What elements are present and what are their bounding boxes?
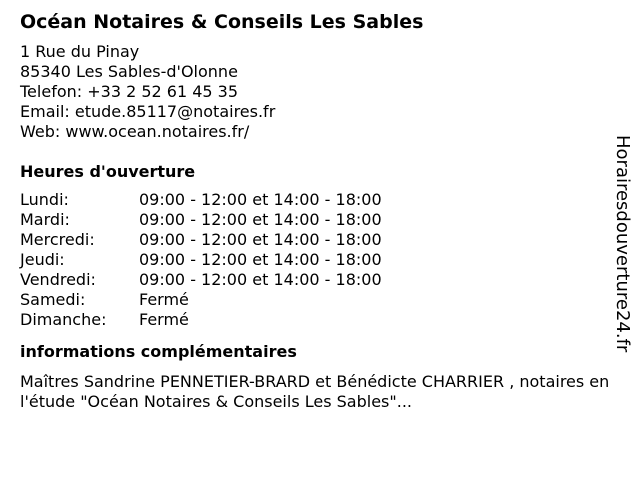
day-label: Dimanche: <box>20 310 107 329</box>
day-label: Samedi: <box>20 290 86 309</box>
business-card <box>20 11 620 412</box>
hours-value: 09:00 - 12:00 et 14:00 - 18:00 <box>139 210 382 229</box>
day-label: Mardi: <box>20 210 70 229</box>
business-name: Océan Notaires & Conseils Les Sables <box>20 11 424 33</box>
address-street: 1 Rue du Pinay <box>20 42 140 61</box>
hours-value: 09:00 - 12:00 et 14:00 - 18:00 <box>139 190 382 209</box>
hours-row-tuesday <box>20 210 620 230</box>
hours-value: Fermé <box>139 290 189 309</box>
hours-row-saturday <box>20 290 620 310</box>
email-address[interactable]: Email: etude.85117@notaires.fr <box>20 102 276 121</box>
opening-hours-heading: Heures d'ouverture <box>20 162 196 181</box>
hours-row-thursday <box>20 250 620 270</box>
hours-row-monday <box>20 190 620 210</box>
website-link[interactable]: Web: www.ocean.notaires.fr/ <box>20 122 250 141</box>
address-city: 85340 Les Sables-d'Olonne <box>20 62 238 81</box>
day-label: Jeudi: <box>20 250 65 269</box>
phone-number[interactable]: Telefon: +33 2 52 61 45 35 <box>20 82 239 101</box>
opening-hours-table <box>20 190 620 330</box>
hours-value: 09:00 - 12:00 et 14:00 - 18:00 <box>139 270 382 289</box>
hours-row-friday <box>20 270 620 290</box>
additional-info-text: Maîtres Sandrine PENNETIER-BRARD et Bénédicte CHARRIER , notaires en l'étude "Océan Notaires & Conseils Les Sables"... <box>20 372 610 411</box>
hours-row-sunday <box>20 310 620 330</box>
hours-value: 09:00 - 12:00 et 14:00 - 18:00 <box>139 230 382 249</box>
day-label: Vendredi: <box>20 270 96 289</box>
hours-value: Fermé <box>139 310 189 329</box>
hours-row-wednesday <box>20 230 620 250</box>
additional-info-heading: informations complémentaires <box>20 342 297 361</box>
contact-block <box>20 42 620 142</box>
day-label: Lundi: <box>20 190 69 209</box>
hours-value: 09:00 - 12:00 et 14:00 - 18:00 <box>139 250 382 269</box>
day-label: Mercredi: <box>20 230 95 249</box>
site-watermark: Horairesdouverture24.fr <box>612 135 633 353</box>
